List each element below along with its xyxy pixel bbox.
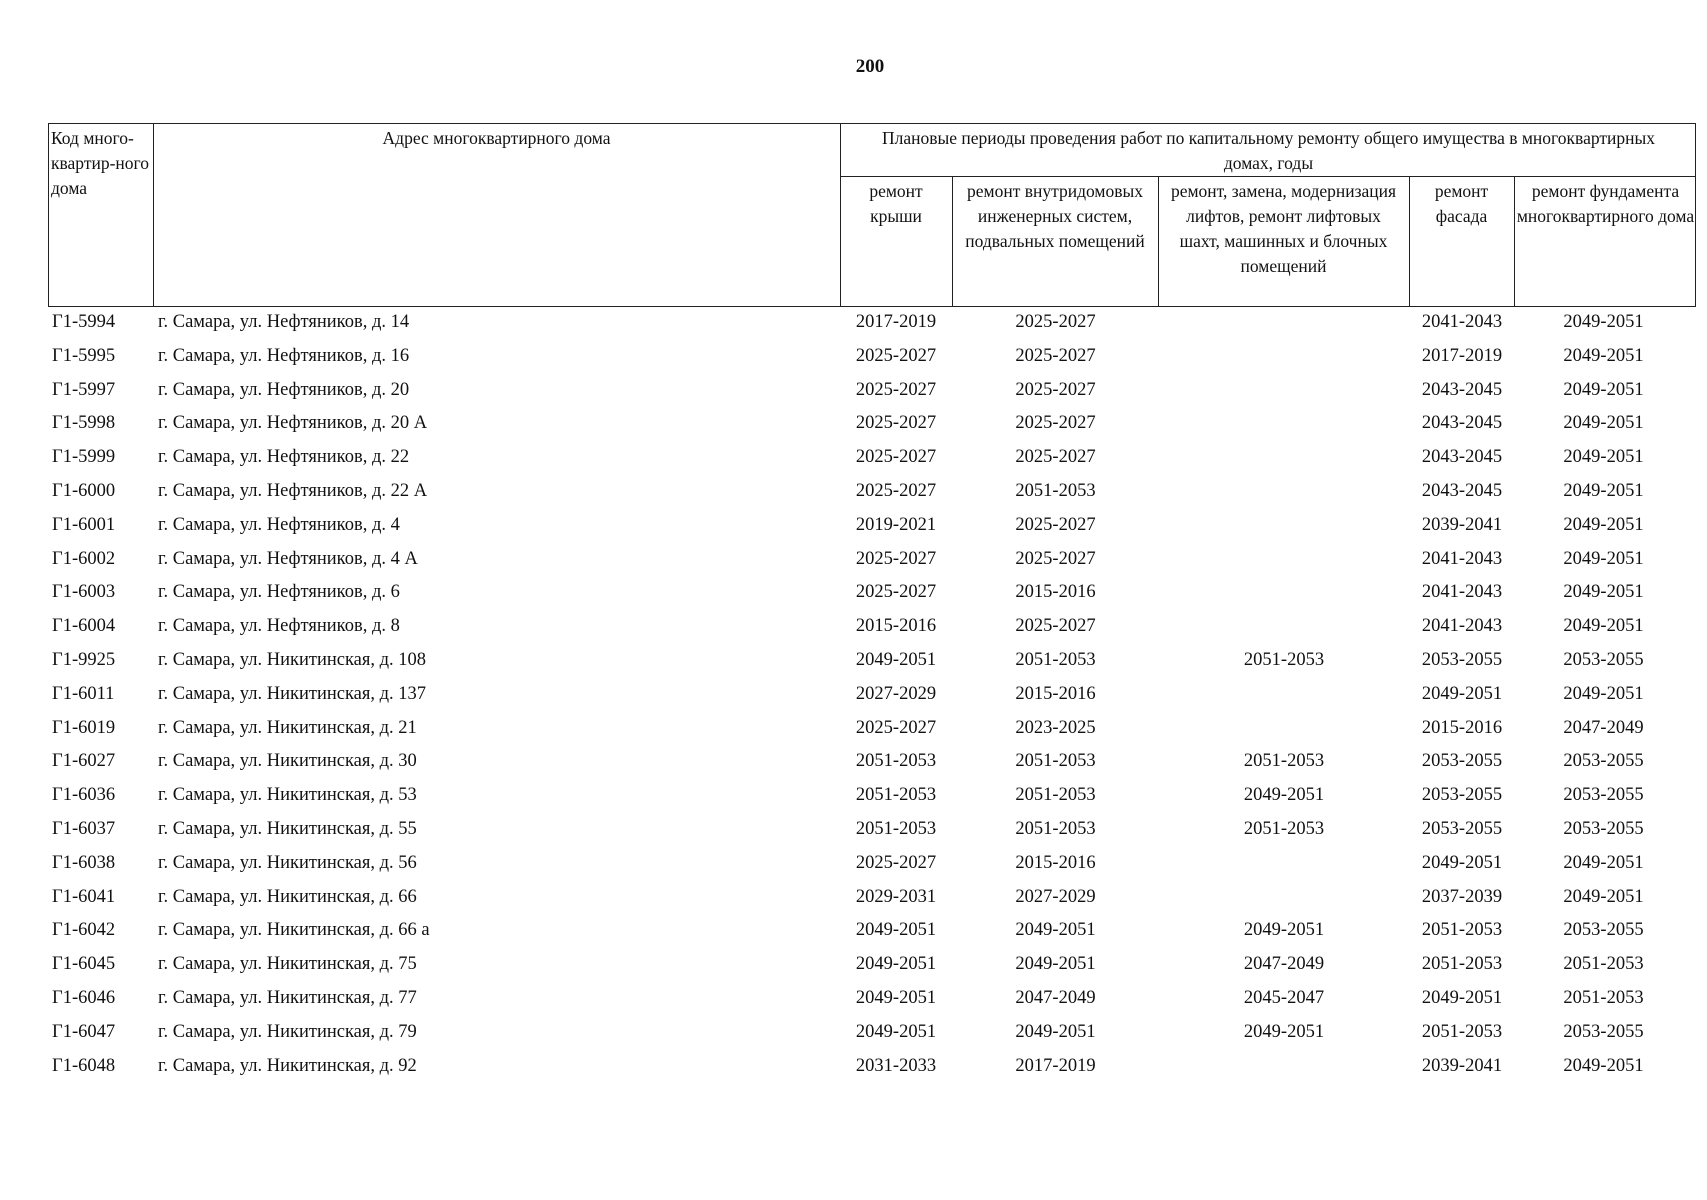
cell-code: Г1-6041 — [52, 886, 116, 907]
cell-facade: 2043-2045 — [1421, 379, 1503, 400]
cell-address: г. Самара, ул. Никитинская, д. 56 — [158, 852, 417, 873]
cell-address: г. Самара, ул. Никитинская, д. 66 — [158, 886, 417, 907]
cell-facade: 2041-2043 — [1421, 582, 1503, 603]
cell-code: Г1-6001 — [52, 514, 116, 535]
cell-systems: 2051-2053 — [1015, 751, 1096, 772]
cell-code: Г1-5997 — [52, 379, 116, 400]
cell-systems: 2051-2053 — [1015, 785, 1096, 806]
cell-systems: 2049-2051 — [1015, 920, 1096, 941]
cell-facade: 2053-2055 — [1421, 650, 1503, 670]
table-row — [0, 982, 1707, 1016]
cell-address: г. Самара, ул. Нефтяников, д. 8 — [158, 616, 400, 637]
cell-systems: 2047-2049 — [1015, 988, 1096, 1008]
cell-systems: 2025-2027 — [1015, 312, 1096, 332]
cell-address: г. Самара, ул. Никитинская, д. 30 — [158, 751, 417, 772]
cell-code: Г1-6002 — [52, 548, 116, 569]
table-row — [0, 914, 1707, 948]
cell-foundation: 2049-2051 — [1563, 447, 1644, 468]
cell-code: Г1-6046 — [52, 988, 116, 1008]
cell-code: Г1-6038 — [52, 852, 116, 873]
table-row — [0, 881, 1707, 915]
cell-foundation: 2049-2051 — [1563, 413, 1644, 434]
cell-facade: 2053-2055 — [1421, 785, 1503, 806]
cell-facade: 2043-2045 — [1421, 481, 1503, 501]
table-row — [0, 1050, 1707, 1084]
cell-code: Г1-6004 — [52, 616, 116, 637]
table-row — [0, 745, 1707, 779]
cell-systems: 2025-2027 — [1015, 345, 1096, 366]
cell-systems: 2049-2051 — [1015, 954, 1096, 975]
cell-systems: 2025-2027 — [1015, 514, 1096, 535]
cell-roof: 2051-2053 — [855, 785, 937, 806]
cell-roof: 2049-2051 — [855, 1021, 937, 1042]
table-row — [0, 475, 1707, 509]
cell-roof: 2017-2019 — [855, 312, 937, 332]
table-row — [0, 847, 1707, 881]
cell-address: г. Самара, ул. Никитинская, д. 92 — [158, 1055, 417, 1076]
cell-lifts: 2051-2053 — [1243, 650, 1325, 670]
cell-facade: 2041-2043 — [1421, 616, 1503, 637]
cell-roof: 2051-2053 — [855, 819, 937, 839]
cell-foundation: 2051-2053 — [1563, 988, 1644, 1008]
cell-roof: 2031-2033 — [855, 1055, 937, 1076]
cell-facade: 2041-2043 — [1421, 312, 1503, 332]
cell-lifts: 2049-2051 — [1243, 1021, 1325, 1042]
cell-systems: 2017-2019 — [1015, 1055, 1096, 1076]
cell-lifts: 2049-2051 — [1243, 920, 1325, 941]
cell-foundation: 2049-2051 — [1563, 312, 1644, 332]
cell-facade: 2041-2043 — [1421, 548, 1503, 569]
cell-foundation: 2051-2053 — [1563, 954, 1644, 975]
cell-address: г. Самара, ул. Нефтяников, д. 14 — [158, 312, 410, 332]
table-header — [48, 123, 1696, 307]
cell-foundation: 2049-2051 — [1563, 683, 1644, 704]
cell-facade: 2049-2051 — [1421, 852, 1503, 873]
cell-address: г. Самара, ул. Никитинская, д. 79 — [158, 1021, 417, 1042]
cell-systems: 2051-2053 — [1015, 481, 1096, 501]
cell-address: г. Самара, ул. Никитинская, д. 77 — [158, 988, 417, 1008]
page-number: 200 — [855, 56, 885, 77]
cell-roof: 2051-2053 — [855, 751, 937, 772]
cell-lifts: 2051-2053 — [1243, 751, 1325, 772]
cell-foundation: 2049-2051 — [1563, 1055, 1644, 1076]
cell-address: г. Самара, ул. Нефтяников, д. 22 — [158, 447, 410, 468]
cell-facade: 2039-2041 — [1421, 514, 1503, 535]
cell-roof: 2025-2027 — [855, 548, 937, 569]
cell-systems: 2027-2029 — [1015, 886, 1096, 907]
cell-code: Г1-6036 — [52, 785, 116, 806]
cell-systems: 2049-2051 — [1015, 1021, 1096, 1042]
cell-lifts: 2049-2051 — [1243, 785, 1325, 806]
header-code: Код много-квартир-ного дома — [51, 128, 150, 198]
cell-foundation: 2053-2055 — [1563, 751, 1644, 772]
cell-facade: 2037-2039 — [1421, 886, 1503, 907]
table-row — [0, 340, 1707, 374]
table-row — [0, 306, 1707, 340]
table-row — [0, 948, 1707, 982]
cell-roof: 2049-2051 — [855, 920, 937, 941]
cell-foundation: 2049-2051 — [1563, 345, 1644, 366]
cell-roof: 2025-2027 — [855, 413, 937, 434]
header-systems: ремонт внутридомовых инженерных систем, подвальных помещений — [965, 181, 1145, 251]
header-divider — [153, 124, 154, 306]
cell-roof: 2019-2021 — [855, 514, 937, 535]
cell-facade: 2051-2053 — [1421, 1021, 1503, 1042]
table-row — [0, 678, 1707, 712]
cell-code: Г1-6042 — [52, 920, 116, 941]
cell-facade: 2053-2055 — [1421, 751, 1503, 772]
cell-code: Г1-5994 — [52, 312, 116, 332]
cell-address: г. Самара, ул. Никитинская, д. 75 — [158, 954, 417, 975]
cell-foundation: 2049-2051 — [1563, 582, 1644, 603]
cell-systems: 2015-2016 — [1015, 582, 1096, 603]
cell-address: г. Самара, ул. Нефтяников, д. 4 — [158, 514, 400, 535]
table-row — [0, 407, 1707, 441]
cell-roof: 2015-2016 — [855, 616, 937, 637]
cell-foundation: 2047-2049 — [1563, 717, 1644, 738]
cell-code: Г1-6003 — [52, 582, 116, 603]
cell-systems: 2025-2027 — [1015, 548, 1096, 569]
cell-code: Г1-5995 — [52, 345, 116, 366]
cell-roof: 2027-2029 — [855, 683, 937, 704]
header-roof: ремонт крыши — [869, 181, 923, 226]
cell-roof: 2049-2051 — [855, 650, 937, 670]
cell-systems: 2051-2053 — [1015, 650, 1096, 670]
table-row — [0, 509, 1707, 543]
cell-roof: 2025-2027 — [855, 481, 937, 501]
table-row — [0, 543, 1707, 577]
cell-address: г. Самара, ул. Нефтяников, д. 20 — [158, 379, 410, 400]
table-row — [0, 610, 1707, 644]
cell-roof: 2049-2051 — [855, 954, 937, 975]
cell-code: Г1-6047 — [52, 1021, 116, 1042]
cell-facade: 2043-2045 — [1421, 447, 1503, 468]
cell-roof: 2025-2027 — [855, 379, 937, 400]
cell-systems: 2025-2027 — [1015, 616, 1096, 637]
cell-facade: 2051-2053 — [1421, 954, 1503, 975]
cell-roof: 2025-2027 — [855, 717, 937, 738]
cell-foundation: 2049-2051 — [1563, 514, 1644, 535]
cell-address: г. Самара, ул. Нефтяников, д. 6 — [158, 582, 400, 603]
cell-facade: 2039-2041 — [1421, 1055, 1503, 1076]
cell-code: Г1-6045 — [52, 954, 116, 975]
cell-address: г. Самара, ул. Нефтяников, д. 4 А — [158, 548, 418, 569]
cell-foundation: 2049-2051 — [1563, 886, 1644, 907]
cell-code: Г1-6048 — [52, 1055, 116, 1076]
cell-code: Г1-5999 — [52, 447, 116, 468]
cell-code: Г1-6027 — [52, 751, 116, 772]
cell-roof: 2025-2027 — [855, 447, 937, 468]
cell-roof: 2025-2027 — [855, 582, 937, 603]
cell-address: г. Самара, ул. Никитинская, д. 137 — [158, 683, 427, 704]
table-row — [0, 576, 1707, 610]
cell-facade: 2017-2019 — [1421, 345, 1503, 366]
cell-address: г. Самара, ул. Нефтяников, д. 22 А — [158, 481, 428, 501]
cell-address: г. Самара, ул. Никитинская, д. 55 — [158, 819, 417, 839]
cell-address: г. Самара, ул. Нефтяников, д. 16 — [158, 345, 410, 366]
header-divider — [840, 176, 1695, 177]
cell-facade: 2053-2055 — [1421, 819, 1503, 839]
table-row — [0, 1016, 1707, 1050]
cell-roof: 2049-2051 — [855, 988, 937, 1008]
cell-facade: 2043-2045 — [1421, 413, 1503, 434]
cell-foundation: 2049-2051 — [1563, 379, 1644, 400]
cell-systems: 2023-2025 — [1015, 717, 1096, 738]
cell-foundation: 2049-2051 — [1563, 481, 1644, 501]
cell-code: Г1-6011 — [52, 683, 115, 704]
table-row — [0, 441, 1707, 475]
table-row — [0, 644, 1707, 678]
table-row — [0, 712, 1707, 746]
header-foundation: ремонт фундамента многоквартирного дома — [1516, 181, 1695, 226]
cell-facade: 2051-2053 — [1421, 920, 1503, 941]
cell-foundation: 2053-2055 — [1563, 819, 1644, 839]
cell-foundation: 2053-2055 — [1563, 920, 1644, 941]
header-address: Адрес многоквартирного дома — [382, 128, 611, 148]
cell-address: г. Самара, ул. Никитинская, д. 66 а — [158, 920, 430, 941]
cell-systems: 2025-2027 — [1015, 447, 1096, 468]
cell-code: Г1-6000 — [52, 481, 116, 501]
cell-foundation: 2049-2051 — [1563, 548, 1644, 569]
cell-roof: 2025-2027 — [855, 852, 937, 873]
table-row — [0, 813, 1707, 847]
table-row — [0, 374, 1707, 408]
header-periods-group: Плановые периоды проведения работ по капитальному ремонту общего имущества в многоквартирных домах, годы — [881, 128, 1656, 173]
cell-systems: 2015-2016 — [1015, 852, 1096, 873]
cell-code: Г1-6037 — [52, 819, 116, 839]
cell-foundation: 2053-2055 — [1563, 785, 1644, 806]
cell-facade: 2049-2051 — [1421, 988, 1503, 1008]
cell-systems: 2051-2053 — [1015, 819, 1096, 839]
cell-systems: 2025-2027 — [1015, 413, 1096, 434]
cell-roof: 2025-2027 — [855, 345, 937, 366]
table-row — [0, 779, 1707, 813]
cell-foundation: 2049-2051 — [1563, 852, 1644, 873]
cell-address: г. Самара, ул. Никитинская, д. 108 — [158, 650, 427, 670]
cell-code: Г1-6019 — [52, 717, 116, 738]
cell-address: г. Самара, ул. Никитинская, д. 53 — [158, 785, 417, 806]
cell-foundation: 2049-2051 — [1563, 616, 1644, 637]
cell-code: Г1-9925 — [52, 650, 116, 670]
cell-facade: 2015-2016 — [1421, 717, 1503, 738]
cell-address: г. Самара, ул. Нефтяников, д. 20 А — [158, 413, 428, 434]
header-lifts: ремонт, замена, модернизация лифтов, ремонт лифтовых шахт, машинных и блочных помещений — [1170, 181, 1397, 276]
cell-address: г. Самара, ул. Никитинская, д. 21 — [158, 717, 417, 738]
cell-roof: 2029-2031 — [855, 886, 937, 907]
header-facade: ремонт фасада — [1434, 181, 1489, 226]
cell-systems: 2015-2016 — [1015, 683, 1096, 704]
cell-code: Г1-5998 — [52, 413, 116, 434]
cell-lifts: 2047-2049 — [1243, 954, 1325, 975]
cell-lifts: 2045-2047 — [1243, 988, 1325, 1008]
cell-systems: 2025-2027 — [1015, 379, 1096, 400]
cell-foundation: 2053-2055 — [1563, 650, 1644, 670]
cell-lifts: 2051-2053 — [1243, 819, 1325, 839]
cell-foundation: 2053-2055 — [1563, 1021, 1644, 1042]
cell-facade: 2049-2051 — [1421, 683, 1503, 704]
